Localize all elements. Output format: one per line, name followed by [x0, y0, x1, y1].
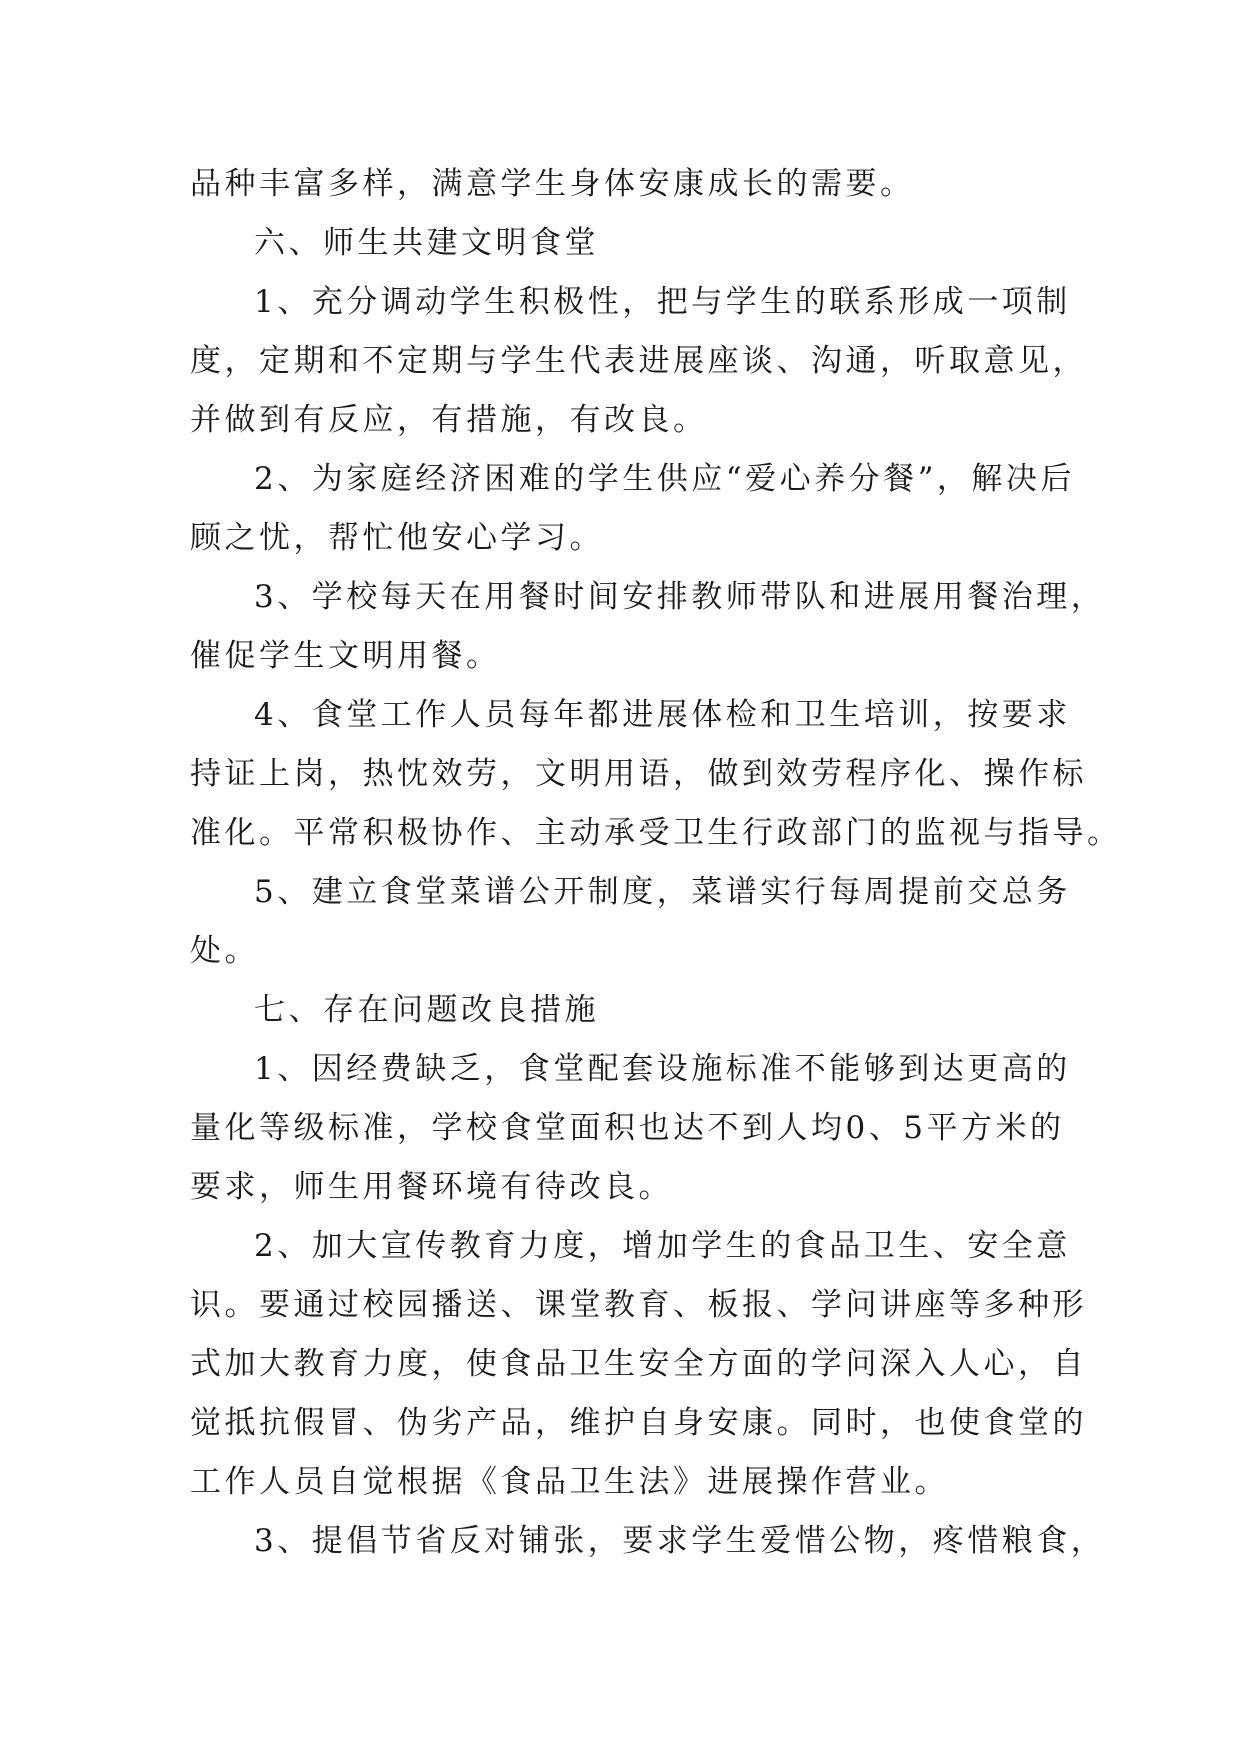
text-line: 持证上岗，热忱效劳，文明用语，做到效劳程序化、操作标 [190, 756, 1087, 792]
text-line: 2、为家庭经济困难的学生供应“爱心养分餐”，解决后 [254, 461, 1075, 497]
text-line: 2、加大宣传教育力度，增加学生的食品卫生、安全意 [254, 1228, 1071, 1264]
text-line: 催促学生文明用餐。 [190, 638, 501, 674]
text-line: 式加大教育力度，使食品卫生安全方面的学问深入人心，自 [190, 1346, 1087, 1382]
text-line: 觉抵抗假冒、伪劣产品，维护自身安康。同时，也使食堂的 [190, 1405, 1087, 1441]
text-line: 并做到有反应，有措施，有改良。 [190, 402, 708, 438]
text-line: 识。要通过校园播送、课堂教育、板报、学问讲座等多种形 [190, 1287, 1087, 1323]
text-line: 5、建立食堂菜谱公开制度，菜谱实行每周提前交总务 [254, 874, 1071, 910]
text-line: 要求，师生用餐环境有待改良。 [190, 1169, 673, 1205]
text-line: 处。 [190, 933, 259, 969]
text-line: 六、师生共建文明食堂 [254, 225, 599, 261]
text-line: 顾之忧，帮忙他安心学习。 [190, 520, 604, 556]
document-body [190, 155, 1122, 1571]
text-line: 3、提倡节省反对铺张，要求学生爱惜公物，疼惜粮食， [254, 1523, 1106, 1559]
text-line: 工作人员自觉根据《食品卫生法》进展操作营业。 [190, 1464, 949, 1500]
text-line: 品种丰富多样，满意学生身体安康成长的需要。 [190, 166, 915, 202]
text-line: 3、学校每天在用餐时间安排教师带队和进展用餐治理， [254, 579, 1106, 615]
text-line: 4、食堂工作人员每年都进展体检和卫生培训，按要求 [254, 697, 1071, 733]
text-line: 度，定期和不定期与学生代表进展座谈、沟通，听取意见， [190, 343, 1087, 379]
text-line: 七、存在问题改良措施 [254, 992, 599, 1028]
text-line: 1、因经费缺乏，食堂配套设施标准不能够到达更高的 [254, 1051, 1071, 1087]
text-line: 1、充分调动学生积极性，把与学生的联系形成一项制 [254, 284, 1071, 320]
text-line: 准化。平常积极协作、主动承受卫生行政部门的监视与指导。 [190, 815, 1122, 851]
text-line: 量化等级标准，学校食堂面积也达不到人均0、5平方米的 [190, 1110, 1065, 1146]
